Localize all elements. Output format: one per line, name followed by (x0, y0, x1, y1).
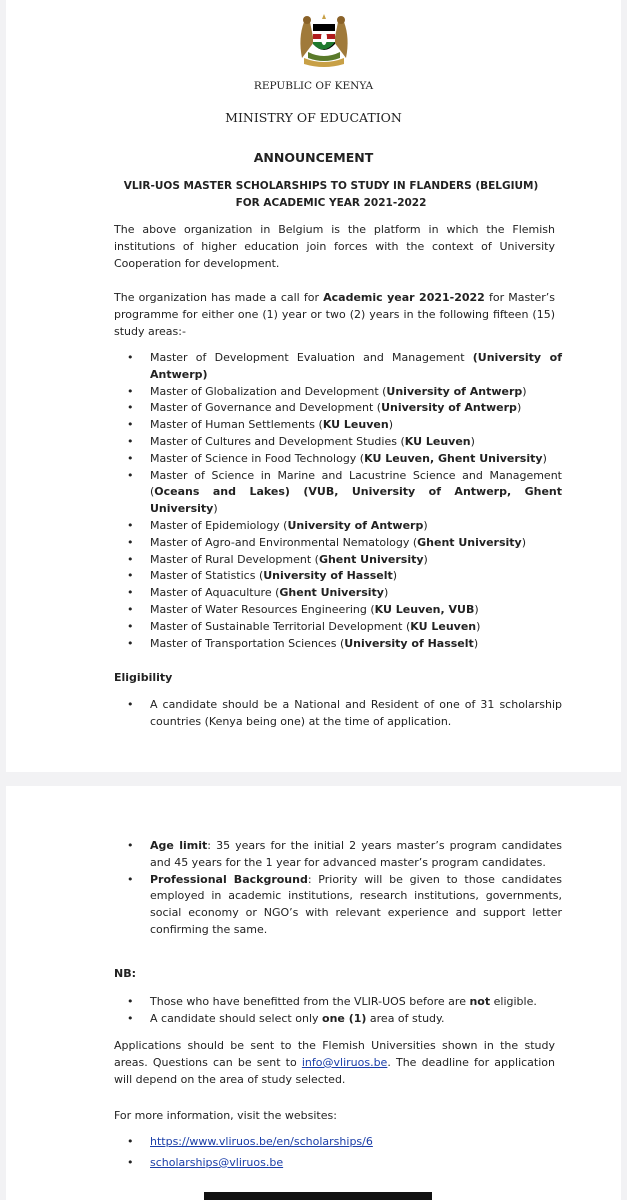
list-item: • A candidate should be a National and Resident of one of 31 scholarship countries (Kenya being one) at the time of application. (122, 697, 562, 731)
list-item: • Master of Rural Development (Ghent University) (122, 552, 562, 569)
list-item (122, 1134, 562, 1151)
list-item: • Those who have benefitted from the VLIR-UOS before are not eligible. (122, 994, 562, 1011)
document-title: VLIR-UOS MASTER SCHOLARSHIPS TO STUDY IN FLANDERS (BELGIUM) FOR ACADEMIC YEAR 2021-2022 (123, 180, 539, 209)
links-list (122, 1134, 562, 1172)
eligibility-list (122, 697, 562, 731)
list-item: • Master of Human Settlements (KU Leuven) (122, 417, 562, 434)
announcement-heading: ANNOUNCEMENT (253, 150, 374, 165)
list-item: • Master of Sustainable Territorial Development (KU Leuven) (122, 619, 562, 636)
document-page-2 (6, 786, 621, 1200)
list-item: • Master of Globalization and Development (University of Antwerp) (122, 384, 562, 401)
call-paragraph: The organization has made a call for Academic year 2021-2022 for Master’s programme for either one (1) year or two (2) years in the following fifteen (15) study areas:- (114, 291, 555, 338)
applications-paragraph: Applications should be sent to the Flemish Universities shown in the study areas. Questions can be sent to info@vliruos.be. The deadline for application will depend on the area of study selected. (114, 1039, 555, 1086)
document-page-1 (6, 0, 621, 772)
criteria-list (122, 838, 562, 939)
ministry-heading: MINISTRY OF EDUCATION (225, 110, 402, 125)
list-item: • Master of Epidemiology (University of Antwerp) (122, 518, 562, 535)
list-item: • A candidate should select only one (1) area of study. (122, 1011, 562, 1028)
list-item: • Professional Background: Priority will be given to those candidates employed in academic institutions, research institutions, governments, social economy or NGO’s with relevant experience and support letter confirming the same. (122, 872, 562, 939)
nb-heading: NB: (114, 967, 136, 980)
list-item (122, 1155, 562, 1172)
list-item: • Age limit: 35 years for the initial 2 years master’s program candidates and 45 years for the 1 year for advanced master’s program candidates. (122, 838, 562, 872)
list-item: • Master of Governance and Development (University of Antwerp) (122, 400, 562, 417)
list-item: • Master of Water Resources Engineering (KU Leuven, VUB) (122, 602, 562, 619)
list-item: • Master of Cultures and Development Studies (KU Leuven) (122, 434, 562, 451)
list-item: • Master of Agro-and Environmental Nematology (Ghent University) (122, 535, 562, 552)
intro-paragraph: The above organization in Belgium is the platform in which the Flemish institutions of higher education join forces with the context of University Cooperation for development. (114, 223, 555, 270)
more-info-text: For more information, visit the websites: (114, 1109, 337, 1122)
scholarships-email-link[interactable]: scholarships@vliruos.be (150, 1155, 284, 1169)
eligibility-heading: Eligibility (114, 671, 173, 684)
list-item: • Master of Science in Marine and Lacustrine Science and Management (Oceans and Lakes) (VUB, University of Antwerp, Ghent University) (122, 468, 562, 518)
republic-heading: REPUBLIC OF KENYA (253, 80, 374, 92)
list-item: • Master of Science in Food Technology (KU Leuven, Ghent University) (122, 451, 562, 468)
programme-list (122, 350, 562, 652)
signature-bar (204, 1192, 432, 1200)
list-item: • Master of Statistics (University of Hasselt) (122, 568, 562, 585)
website-link[interactable]: https://www.vliruos.be/en/scholarships/6 (150, 1135, 373, 1148)
kenya-coat-of-arms-icon (294, 8, 354, 70)
nb-list (122, 994, 562, 1028)
list-item: • Master of Transportation Sciences (University of Hasselt) (122, 636, 562, 653)
list-item: • Master of Development Evaluation and Management (University of Antwerp) (122, 350, 562, 384)
list-item: • Master of Aquaculture (Ghent University) (122, 585, 562, 602)
email-link[interactable]: info@vliruos.be (301, 1055, 388, 1069)
